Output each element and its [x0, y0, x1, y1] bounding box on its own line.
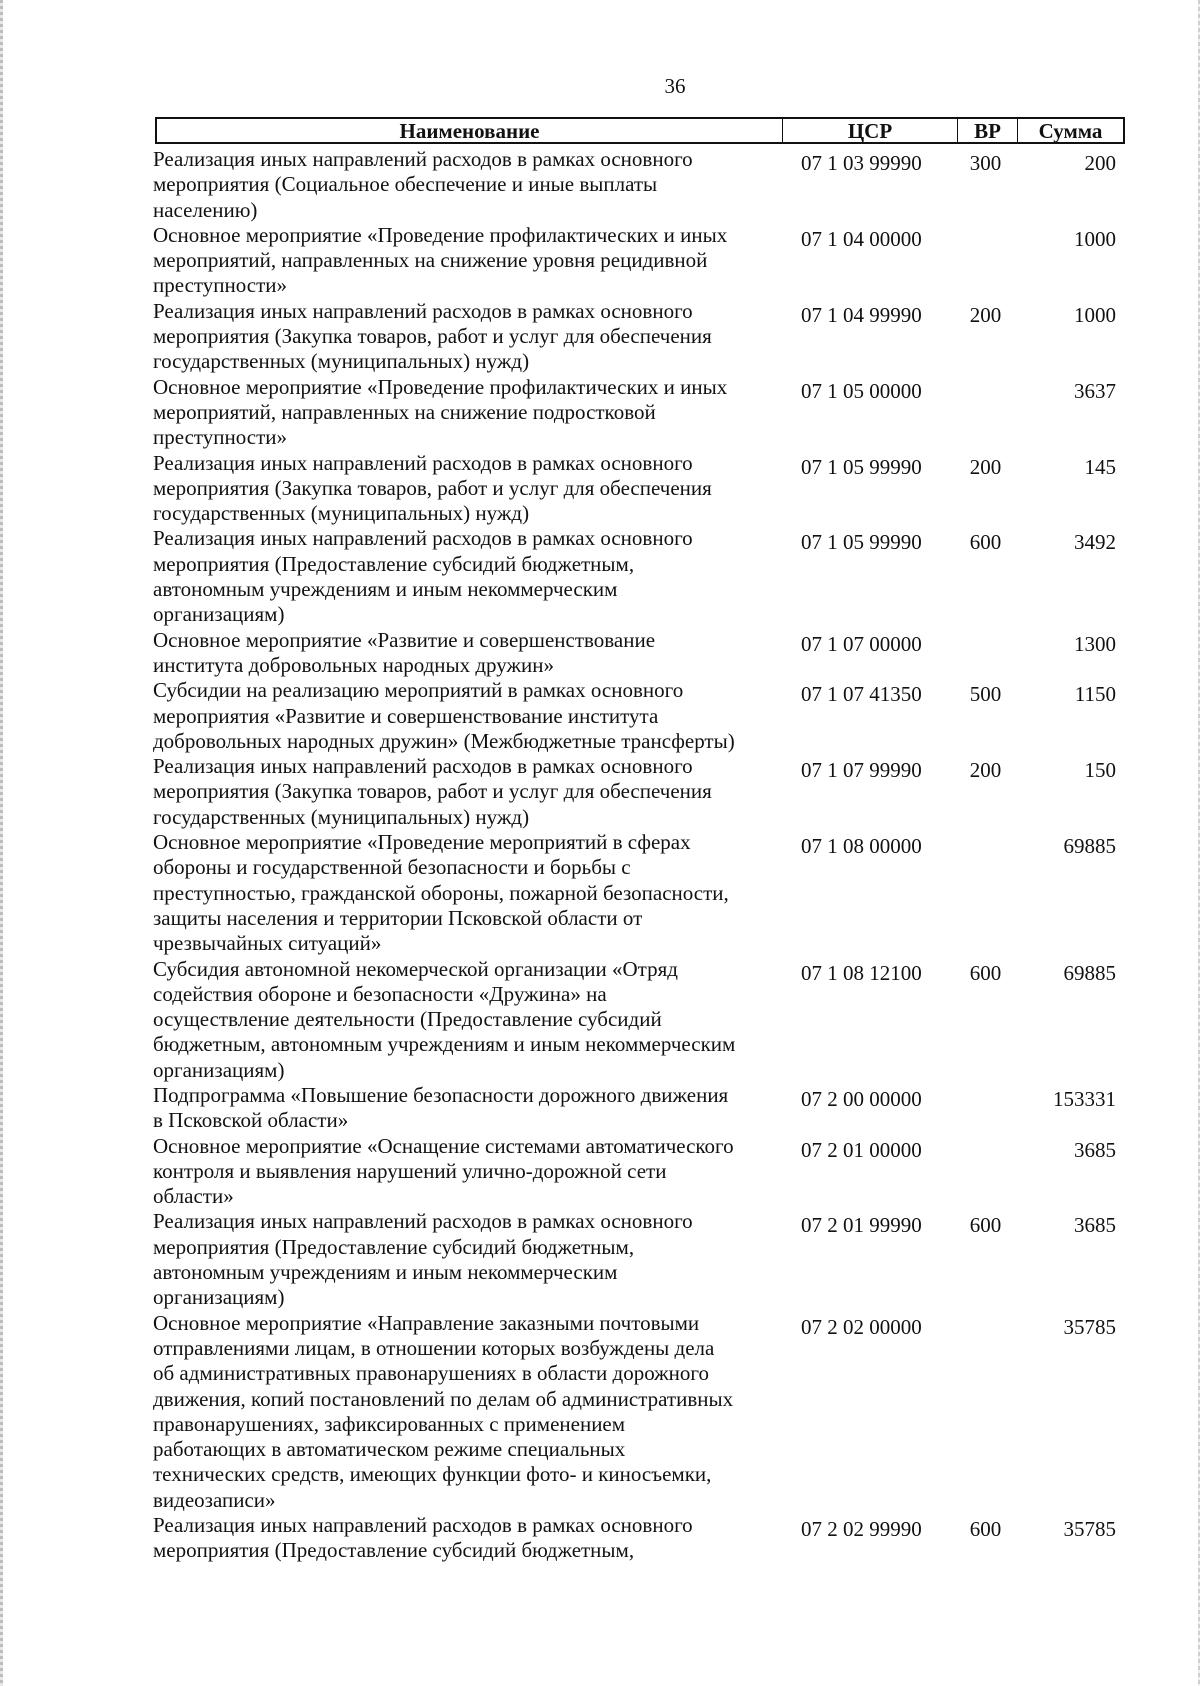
row-csr: 07 1 08 00000: [801, 834, 922, 859]
row-vr: 600: [969, 1517, 1002, 1542]
row-sum: 145: [1084, 454, 1116, 479]
table-header: [155, 117, 1125, 144]
row-sum: 69885: [1063, 834, 1116, 859]
row-sum: 3492: [1074, 530, 1116, 555]
row-vr: 600: [969, 1213, 1002, 1238]
row-name: Реализация иных направлений расходов в рамках основного мероприятия (Закупка товаров, работ и услуг для обеспечения государственных (муниципальных) нужд): [153, 298, 712, 374]
row-sum: 35785: [1063, 1517, 1116, 1542]
row-sum: 1000: [1074, 302, 1116, 327]
table-row: [153, 1513, 1125, 1564]
row-name: Реализация иных направлений расходов в рамках основного мероприятия (Закупка товаров, работ и услуг для обеспечения государственных (муниципальных) нужд): [153, 450, 712, 526]
table-row: [153, 147, 1125, 223]
row-sum: 3685: [1074, 1137, 1116, 1162]
row-name: Основное мероприятие «Направление заказными почтовыми отправлениями лицам, в отношении которых возбуждены дела об административных правонарушениях в области дорожного движения, копий постановлений по делам об административных правонарушениях, зафиксированных с применением работающих в автоматическом режиме специальных технических средств, имеющих функции фото- и киносъемки, видеозаписи»: [153, 1310, 734, 1512]
row-csr: 07 1 07 99990: [801, 758, 922, 783]
row-name: Реализация иных направлений расходов в рамках основного мероприятия (Предоставление субсидий бюджетным, автономным учреждениям и иным некоммерческим организациям): [153, 1209, 693, 1310]
row-name: Основное мероприятие «Проведение мероприятий в сферах обороны и государственной безопасности и борьбы с преступностью, гражданской обороны, пожарной безопасности, защиты населения и территории Псковской области от чрезвычайных ситуаций»: [153, 830, 729, 956]
row-sum: 35785: [1063, 1314, 1116, 1339]
header-name: Наименование: [399, 119, 540, 143]
table-row: [153, 678, 1125, 754]
row-sum: 150: [1084, 758, 1116, 783]
row-vr: 500: [969, 682, 1002, 707]
row-name: Основное мероприятие «Развитие и совершенствование института добровольных народных дружин»: [153, 627, 656, 677]
row-sum: 69885: [1063, 960, 1116, 985]
row-name: Основное мероприятие «Проведение профилактических и иных мероприятий, направленных на снижение подростковой преступности»: [153, 374, 728, 450]
row-sum: 200: [1084, 151, 1116, 175]
row-name: Основное мероприятие «Оснащение системами автоматического контроля и выявления нарушений улично-дорожной сети области»: [153, 1133, 734, 1209]
row-name: Подпрограмма «Повышение безопасности дорожного движения в Псковской области»: [153, 1082, 729, 1133]
table-row: [153, 957, 1125, 1083]
row-csr: 07 2 02 00000: [801, 1314, 922, 1339]
row-csr: 07 1 05 00000: [801, 378, 922, 403]
table-row: [153, 754, 1125, 830]
row-csr: 07 1 03 99990: [801, 151, 922, 175]
row-vr: 200: [969, 302, 1002, 327]
table-row: [153, 1311, 1125, 1513]
row-sum: 153331: [1053, 1086, 1116, 1111]
row-name: Реализация иных направлений расходов в рамках основного мероприятия (Предоставление субсидий бюджетным,: [153, 1513, 693, 1563]
row-vr: 300: [969, 151, 1002, 175]
table-body: [153, 147, 1125, 1564]
row-name: Субсидия автономной некомерческой организации «Отряд содействия обороне и безопасности «Дружина» на осуществление деятельности (Предоставление субсидий бюджетным, автономным учреждениям и иным некоммерческим организациям): [153, 956, 736, 1082]
row-csr: 07 1 07 41350: [801, 682, 922, 707]
row-csr: 07 1 04 99990: [801, 302, 922, 327]
row-csr: 07 2 02 99990: [801, 1517, 922, 1542]
row-sum: 3685: [1074, 1213, 1116, 1238]
row-sum: 1300: [1074, 631, 1116, 656]
row-name: Реализация иных направлений расходов в рамках основного мероприятия (Закупка товаров, работ и услуг для обеспечения государственных (муниципальных) нужд): [153, 754, 712, 829]
row-vr: 600: [969, 530, 1002, 555]
row-vr: 600: [969, 960, 1002, 985]
row-name: Реализация иных направлений расходов в рамках основного мероприятия (Социальное обеспечение и иные выплаты населению): [153, 147, 693, 222]
row-csr: 07 1 04 00000: [801, 226, 922, 251]
scan-edge-left: [0, 0, 3, 1686]
row-sum: 1000: [1074, 226, 1116, 251]
header-vr: ВР: [957, 119, 1017, 142]
row-vr: 200: [969, 758, 1002, 783]
row-csr: 07 1 05 99990: [801, 454, 922, 479]
row-csr: 07 1 07 00000: [801, 631, 922, 656]
row-sum: 1150: [1074, 682, 1116, 707]
table-row: [153, 830, 1125, 956]
row-csr: 07 2 00 00000: [801, 1086, 922, 1111]
row-csr: 07 1 05 99990: [801, 530, 922, 555]
table-row: [153, 375, 1125, 451]
header-sum: Сумма: [1017, 119, 1123, 142]
row-vr: 200: [969, 454, 1002, 479]
page-number: 36: [664, 74, 686, 98]
table-row: [153, 1209, 1125, 1310]
row-sum: 3637: [1074, 378, 1116, 403]
row-name: Основное мероприятие «Проведение профилактических и иных мероприятий, направленных на снижение уровня рецидивной преступности»: [153, 222, 728, 298]
table-row: [153, 1083, 1125, 1134]
row-name: Субсидии на реализацию мероприятий в рамках основного мероприятия «Развитие и совершенствование института добровольных народных дружин» (Межбюджетные трансферты): [153, 678, 735, 753]
table-row: [153, 451, 1125, 527]
table-row: [153, 299, 1125, 375]
table-row: [153, 628, 1125, 679]
row-csr: 07 2 01 00000: [801, 1137, 922, 1162]
header-csr: ЦСР: [782, 119, 957, 142]
table-row: [153, 223, 1125, 299]
row-csr: 07 2 01 99990: [801, 1213, 922, 1238]
table-row: [153, 1134, 1125, 1210]
row-name: Реализация иных направлений расходов в рамках основного мероприятия (Предоставление субсидий бюджетным, автономным учреждениям и иным некоммерческим организациям): [153, 526, 693, 627]
table-row: [153, 526, 1125, 627]
row-csr: 07 1 08 12100: [801, 960, 922, 985]
